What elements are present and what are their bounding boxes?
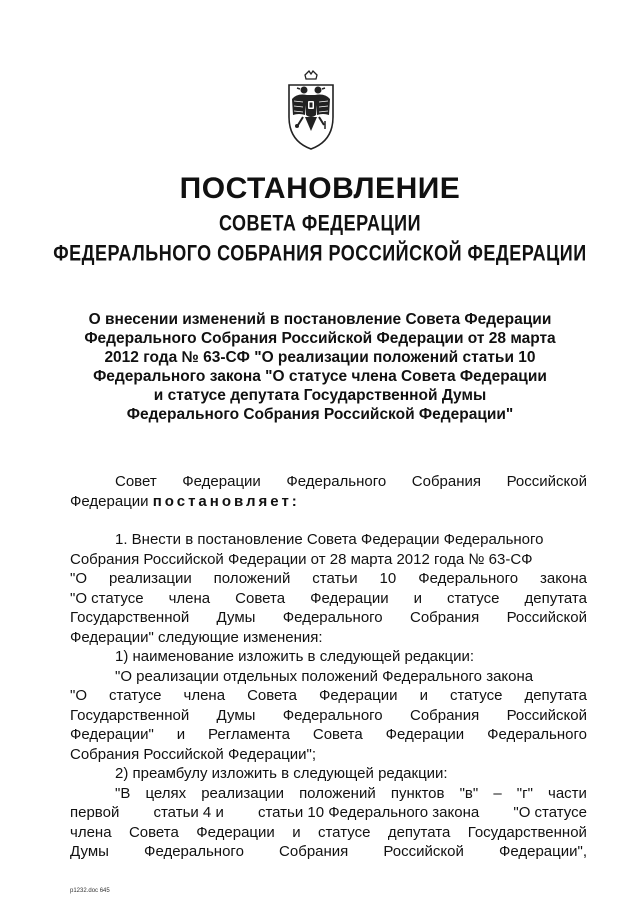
word: Федерации" [70,726,154,743]
word: статусе [447,589,500,607]
issuer-line-2: ФЕДЕРАЛЬНОГО СОБРАНИЯ РОССИЙСКОЙ ФЕДЕРАЦИИ [53,240,587,266]
resolution-verb: постановляет: [152,492,300,510]
word: "В [115,784,131,802]
word: статьи 4 и [153,804,224,821]
heading-line: Федерального Собрания Российской Федерации" [126,406,514,423]
word: члена [70,823,112,841]
word: статусе [449,687,503,704]
word: Регламента [208,726,290,743]
word: Федерации [310,589,389,607]
text-line: Собрания Российской Федерации от 28 марта 2012 года № 63-СФ [70,550,533,568]
heading-line: Федерального Собрания Российской Федерации от 28 марта [84,330,556,347]
word: Федерального [144,843,244,860]
word: статусе [109,687,162,704]
word: депутата [524,687,587,704]
word: Совета [312,726,363,743]
text-line [70,589,587,609]
word: пунктов [390,784,445,802]
word: Федерального [286,473,387,490]
word: и [413,589,423,607]
word: депутата [524,589,587,607]
issuer-line-1: СОВЕТА ФЕДЕРАЦИИ [218,210,422,236]
text-line [70,842,587,862]
word: Совета [128,823,179,841]
text-line [70,492,587,512]
word: статьи [312,570,358,587]
word: "О [70,687,87,704]
word: "О статусе [70,589,144,607]
word: части [548,784,587,802]
word: и [419,687,428,704]
text-line [70,608,587,628]
word: Собрания [279,843,349,860]
word: Совета [247,687,297,704]
text-line [70,803,587,823]
text-line [70,569,587,589]
word: Собрания [409,609,480,626]
text-line: 2) преамбулу изложить в следующей редакции: [115,765,448,782]
text-line [70,823,587,843]
resolution-heading [60,310,580,424]
word: Федерации [385,726,465,743]
word: Государственной [467,823,587,841]
word: Федерального [282,706,383,724]
word: "г" [516,784,533,802]
word: реализации [201,784,284,802]
word: и [292,823,301,841]
word: Российской [506,706,587,724]
text-line: Федерации" следующие изменения: [70,628,323,646]
document-title: ПОСТАНОВЛЕНИЕ [179,172,461,205]
word: – [493,784,502,802]
word: Совета [235,589,286,607]
word: Думы [70,843,109,860]
heading-line: и статусе депутата Государственной Думы [153,387,487,404]
text-line [70,784,587,804]
heading-line: Федерального закона "О статусе члена Совета Федерации [93,368,547,385]
word: Российской [506,609,587,626]
word: Государственной [70,706,190,724]
word: члена [168,589,211,607]
item-1 [70,530,587,862]
word: Федерации [318,687,398,704]
document-footer: p1232.doc 645 [70,888,110,894]
word: Федерации [182,473,261,490]
word: Федерации", [498,843,587,860]
word: Федерации [196,823,275,841]
text-line [70,706,587,726]
word: члена [183,687,226,704]
word: "О статусе [513,804,587,821]
word: положений [299,784,376,802]
word: депутата [387,823,451,841]
text-line: 1. Внести в постановление Совета Федерации Федерального [115,531,544,548]
word: Думы [216,706,256,724]
word: "в" [459,784,479,802]
word: статьи 10 Федерального закона [257,804,480,821]
text-line: Собрания Российской Федерации"; [70,745,317,763]
word: Федерального [487,726,587,743]
word: Федерального [418,570,519,587]
word: Федерального [282,609,383,626]
word: целях [145,784,187,802]
word: реализации [108,570,192,587]
word: Федерации [70,492,149,510]
word: первой [70,804,120,821]
text-line [70,686,587,706]
word: 10 [379,570,397,587]
word: Российской [506,473,587,490]
heading-line: О внесении изменений в постановление Совета Федерации [88,311,552,328]
word: Собрания [409,706,480,724]
word: "О [70,570,87,587]
word: статусе [317,823,371,841]
word: положений [213,570,291,587]
text-line [70,725,587,745]
text-line: 1) наименование изложить в следующей редакции: [115,648,475,665]
preamble [70,472,587,511]
text-line: "О реализации отдельных положений Федерального закона [115,667,534,685]
word: Российской [383,843,464,860]
word: Собрания [411,473,482,490]
word: Совет [115,473,157,490]
word: закона [540,570,587,587]
text-line [70,472,587,492]
word: и [176,726,186,743]
word: Думы [216,609,256,626]
coat-of-arms-icon [283,69,339,151]
heading-line: 2012 года № 63-СФ "О реализации положений статьи 10 [104,349,536,366]
word: Государственной [70,609,190,626]
